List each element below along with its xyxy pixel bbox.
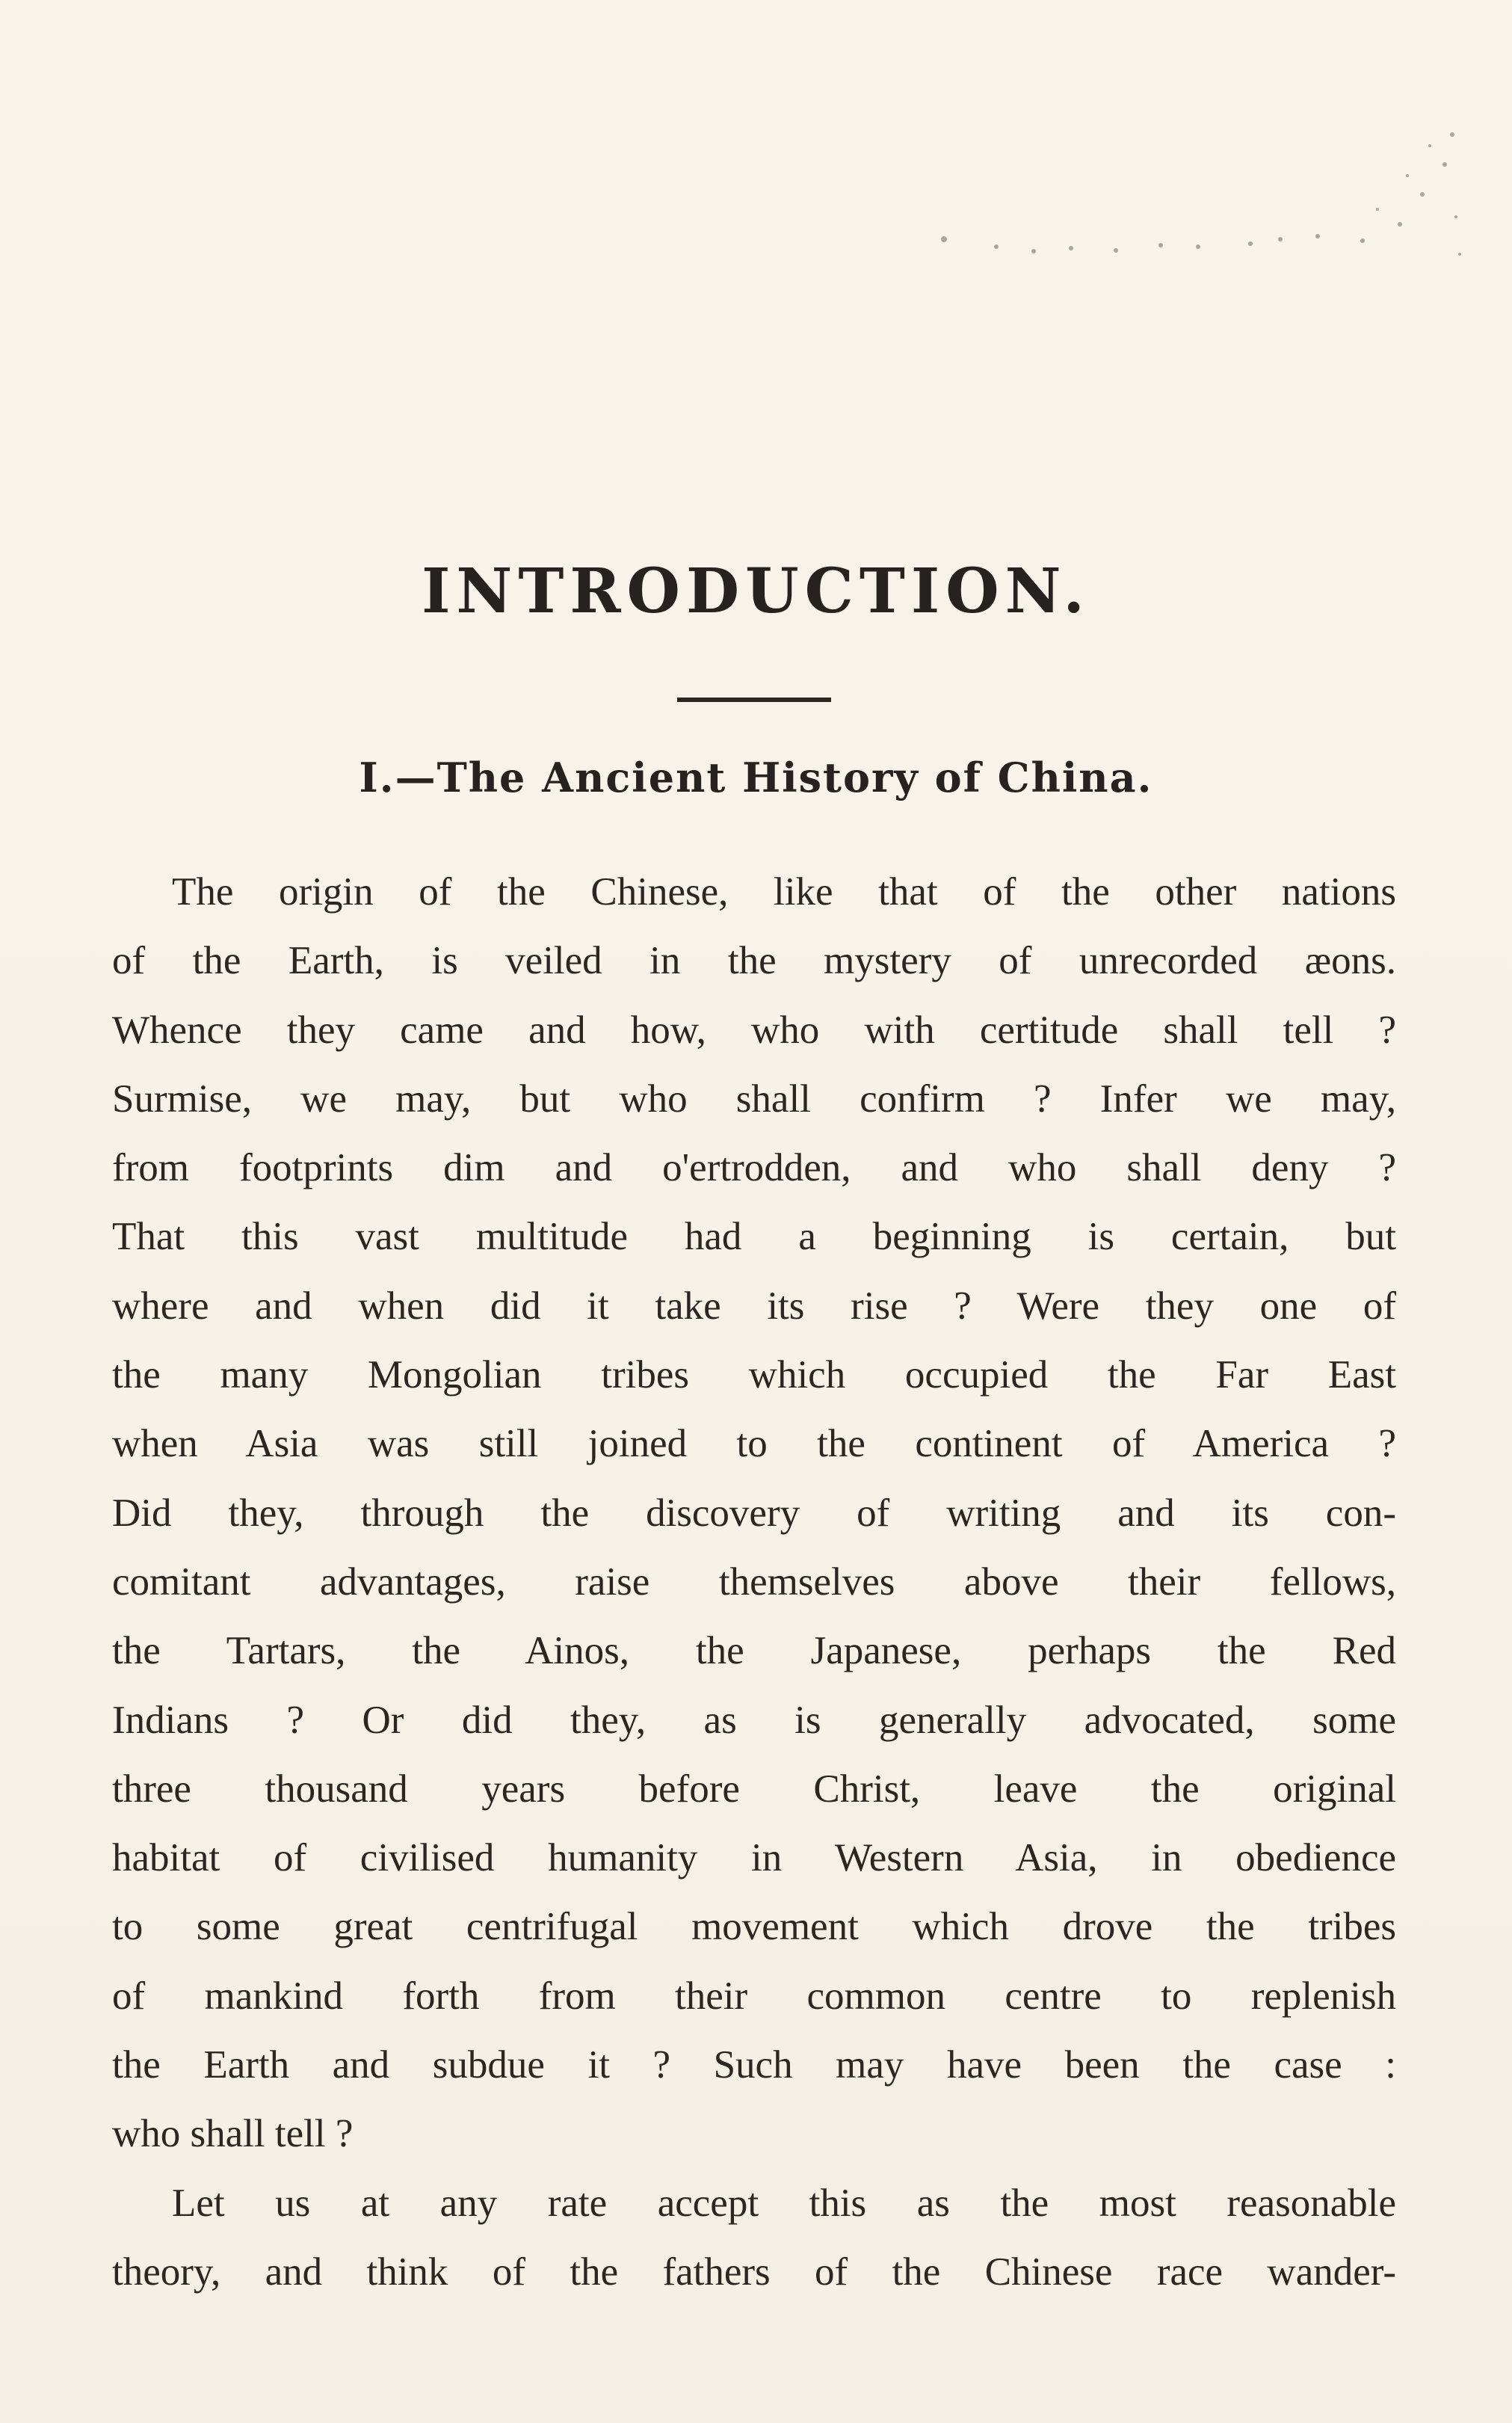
text-line: of the Earth, is veiled in the mystery of unrecorded æons. <box>112 939 1396 983</box>
text-line: theory, and think of the fathers of the Chinese race wander- <box>112 2250 1396 2294</box>
text-line: Indians ? Or did they, as is generally advocated, some <box>112 1698 1396 1742</box>
text-line: comitant advantages, raise themselves above their fellows, <box>112 1560 1396 1604</box>
text-line: who shall tell ? <box>112 2112 354 2156</box>
text-line: Let us at any rate accept this as the most reasonable <box>172 2181 1396 2225</box>
section-heading: I.—The Ancient History of China. <box>359 754 1153 801</box>
body-text <box>112 858 1396 2306</box>
title-divider-rule <box>677 698 831 702</box>
text-line: of mankind forth from their common centre to replenish <box>112 1974 1396 2018</box>
text-line: Surmise, we may, but who shall confirm ? Infer we may, <box>112 1077 1396 1121</box>
text-line: when Asia was still joined to the continent of America ? <box>112 1422 1396 1466</box>
text-line: to some great centrifugal movement which drove the tribes <box>112 1905 1396 1949</box>
text-line: three thousand years before Christ, leave the original <box>112 1767 1396 1811</box>
text-line: the many Mongolian tribes which occupied the Far East <box>112 1353 1396 1397</box>
text-line: That this vast multitude had a beginning is certain, but <box>112 1215 1396 1259</box>
text-line: Whence they came and how, who with certitude shall tell ? <box>112 1008 1396 1052</box>
text-line: the Earth and subdue it ? Such may have been the case : <box>112 2043 1396 2087</box>
text-line: from footprints dim and o'ertrodden, and who shall deny ? <box>112 1146 1396 1190</box>
chapter-title: INTRODUCTION. <box>422 555 1090 627</box>
text-line: Did they, through the discovery of writing and its con- <box>112 1491 1396 1535</box>
text-line: The origin of the Chinese, like that of the other nations <box>172 870 1396 914</box>
text-line: habitat of civilised humanity in Western Asia, in obedience <box>112 1836 1396 1880</box>
text-line: the Tartars, the Ainos, the Japanese, perhaps the Red <box>112 1629 1396 1673</box>
text-line: where and when did it take its rise ? Were they one of <box>112 1284 1396 1328</box>
print-specks-decoration <box>929 105 1467 292</box>
